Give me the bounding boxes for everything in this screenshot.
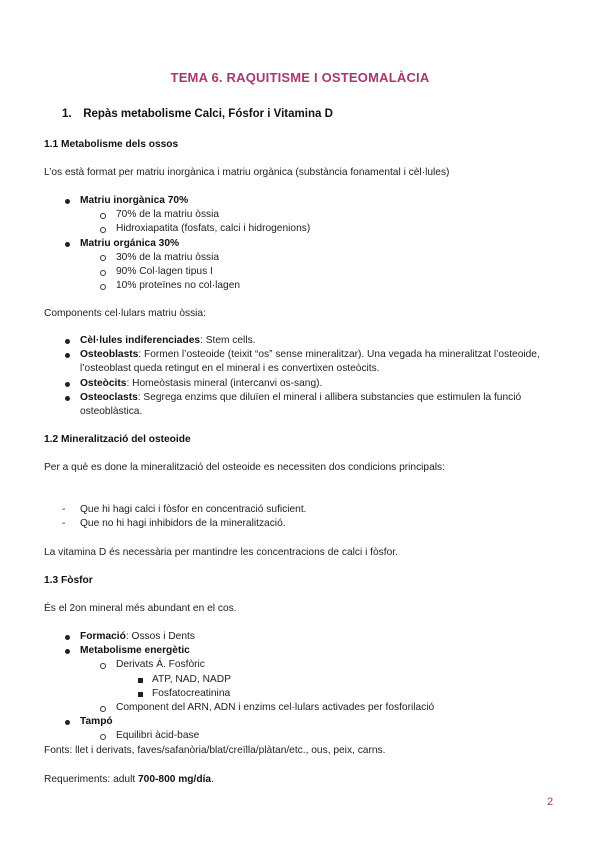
item-text: : Segrega enzims que diluïen el mineral i allibera substancies que estimulen la funció osteoblàstica.	[80, 391, 522, 418]
cells-list	[80, 334, 550, 419]
item-label: Matriu inorgànica 70%	[80, 195, 189, 206]
item-text: : Stem cells.	[200, 335, 256, 346]
paragraph-components-intro: Components cel·lulars matriu òssia:	[44, 308, 206, 319]
section-1-number: 1.	[62, 108, 72, 120]
item-label: Formació	[80, 631, 126, 642]
list-item: Equilibri àcid-base	[80, 729, 550, 743]
item-label: Osteòcits	[80, 377, 127, 389]
heading-1-1: 1.1 Metabolisme dels ossos	[44, 139, 179, 150]
list-item: 10% proteïnes no col·lagen	[80, 279, 550, 293]
paragraph-mineral-intro: Per a què es done la mineralització del osteoide es necessiten dos condicions principals:	[44, 462, 445, 473]
item-label: Tampó	[80, 716, 113, 728]
conditions-list	[62, 503, 307, 531]
item-label: Cèl·lules indiferenciades	[80, 335, 201, 346]
list-item: 70% de la matriu òssia	[80, 208, 550, 222]
heading-1-3: 1.3 Fòsfor	[44, 575, 93, 586]
section-1-title: Repàs metabolisme Calci, Fósfor i Vitamina D	[83, 108, 333, 120]
list-item: - Que hi hagi calci i fòsfor en concentració suficient.	[62, 503, 307, 517]
list-item	[80, 237, 550, 251]
heading-1-2: 1.2 Mineralització del osteoide	[44, 434, 191, 445]
list-item: Fosfatocreatinina	[80, 687, 550, 701]
item-text: : Formen l’osteoide (teixit “os” sense mineralitzar). Una vegada ha mineralitzat l’osteoide, l’osteoblast queda retingut en el mineral i es convertixen osteòcits.	[80, 349, 540, 375]
item-text: : Ossos i Dents	[125, 631, 195, 642]
list-item: - Que no hi hagi inhibidors de la mineralització.	[62, 517, 307, 531]
document-title: TEMA 6. RAQUITISME I OSTEOMALÀCIA	[170, 70, 430, 85]
list-item: ATP, NAD, NADP	[80, 673, 550, 687]
paragraph-requirements	[44, 773, 564, 787]
list-item	[80, 715, 550, 729]
list-item: 90% Col·lagen tipus I	[80, 265, 550, 279]
list-item	[80, 644, 550, 658]
matrix-list	[80, 194, 550, 293]
list-item	[80, 334, 550, 348]
item-text: : Homeòstasis mineral (intercanvi os-sang).	[126, 377, 323, 389]
paragraph-fonts: Fonts: llet i derivats, faves/safanòria/blat/creïlla/plàtan/etc., ous, peix, carns.	[44, 745, 386, 756]
item-label: Matriu orgánica 30%	[80, 237, 180, 249]
section-1-heading	[62, 108, 333, 120]
req-suffix: .	[211, 774, 214, 785]
list-item	[80, 194, 550, 208]
paragraph-vitamin-d: La vitamina D és necessària per mantindre les concentracions de calci i fòsfor.	[44, 547, 398, 558]
paragraph-os-intro: L’os està format per matriu inorgànica i matriu orgànica (substància fonamental i cèl·lules)	[44, 167, 450, 178]
fosfor-list	[80, 630, 550, 744]
page-number: 2	[547, 796, 554, 808]
list-item: Component del ARN, ADN i enzims cel·lulars activades per fosforilació	[80, 701, 550, 715]
req-value: 700-800 mg/día	[138, 774, 212, 785]
list-item: 30% de la matriu òssia	[80, 251, 550, 265]
list-item	[80, 348, 550, 376]
list-item	[80, 630, 550, 644]
list-item	[80, 377, 550, 391]
item-label: Metabolisme energètic	[80, 645, 190, 657]
list-item	[80, 391, 550, 419]
list-item: Hidroxiapatita (fosfats, calci i hidrogenions)	[80, 222, 550, 236]
item-label: Osteoclasts	[80, 391, 138, 403]
paragraph-fosfor-intro: És el 2on mineral més abundant en el cos.	[44, 603, 237, 614]
req-prefix: Requeriments: adult	[44, 774, 139, 785]
item-label: Osteoblasts	[80, 349, 139, 361]
list-item: Derivats Á. Fosfòric	[80, 658, 550, 672]
